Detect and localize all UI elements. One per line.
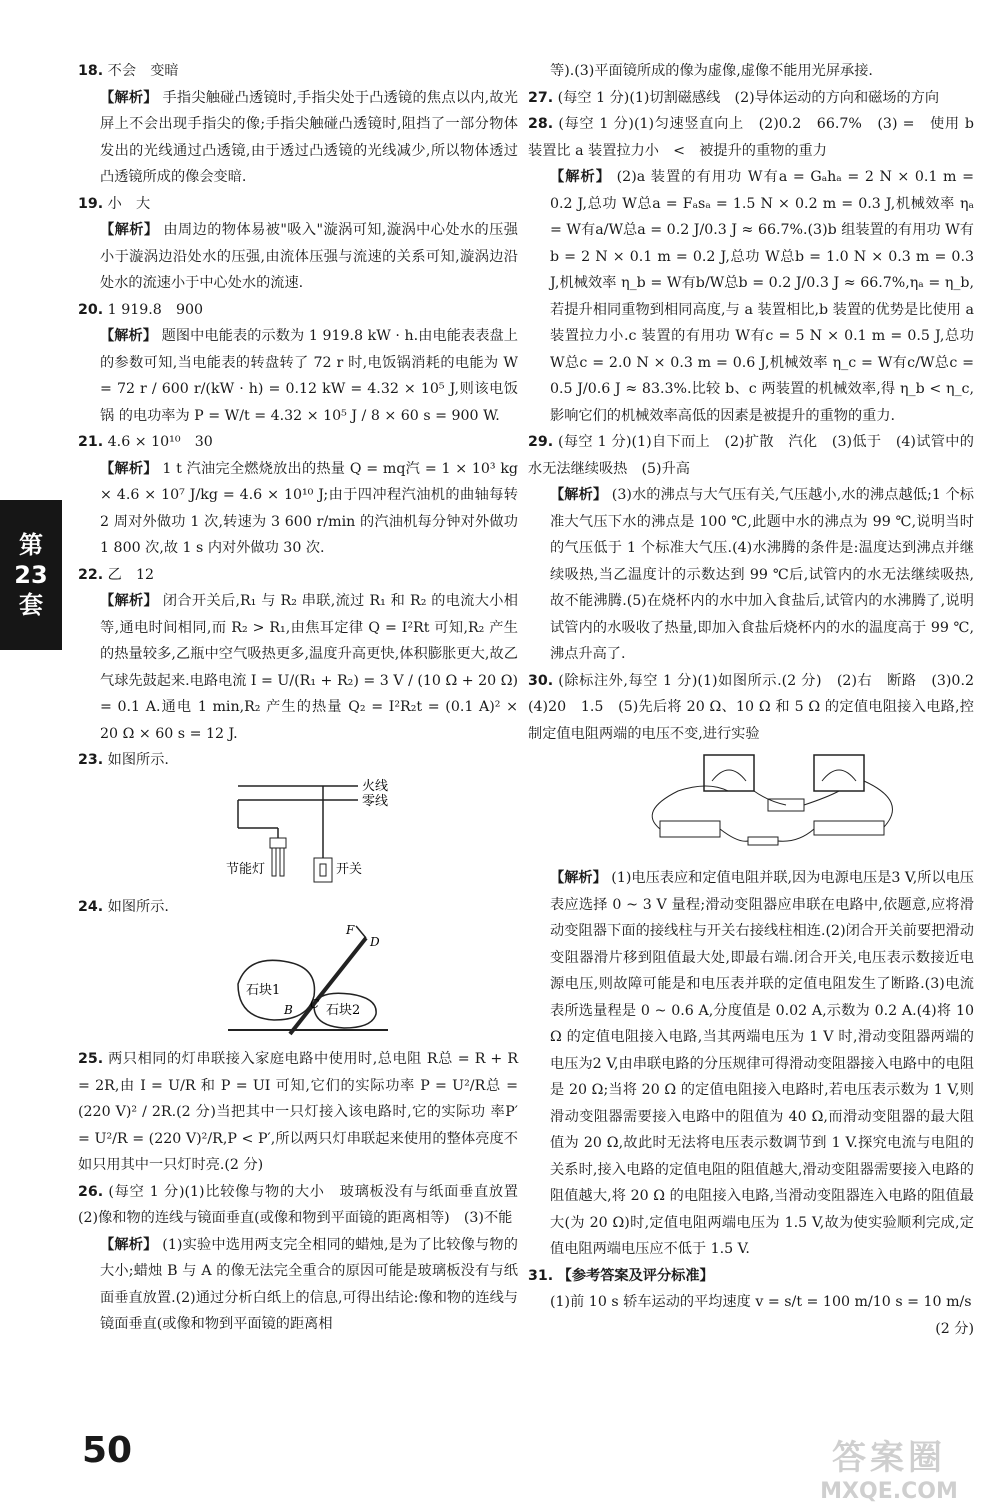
q31-text: (1)前 10 s 轿车运动的平均速度 v = s/t = 100 m/10 s = 10 m/s: [550, 1294, 972, 1310]
rock2-label: 石块2: [326, 1003, 361, 1018]
q29-answer: 29. (每空 1 分)(1)自下而上 (2)扩散 汽化 (3)低于 (4)试管中的水无法继续吸热 (5)升高: [528, 434, 974, 477]
experiment-circuit-figure: [528, 751, 974, 861]
q30-answer: 30. (除标注外,每空 1 分)(1)如图所示.(2 分) (2)右 断路 (3)0.2 (4)20 1.5 (5)先后将 20 Ω、10 Ω 和 5 Ω 的定值电阻接入电路,控制定值电阻两端的电压不变,进行实验: [528, 672, 989, 742]
voltmeter-icon: [704, 755, 754, 791]
q18-answer: 18. 不会 变暗: [78, 63, 179, 79]
rock1-label: 石块1: [246, 983, 281, 998]
watermark-line1: 答案圈: [832, 1438, 946, 1478]
circuit-diagram: [78, 778, 518, 890]
battery-icon: [660, 821, 720, 837]
section-tab: [0, 500, 62, 650]
right-column: [528, 58, 989, 1342]
q26-analysis: 【解析】 (1)实验中选用两支完全相同的蜡烛,是为了比较像与物的大小;蜡烛 B 与 A 的像无法完全重合的原因可能是玻璃板没有与纸面垂直放置.(2)通过分析白纸上的信息,可得出结论:像和物的连线与镜面垂直(或像和物到平面镜的距离相: [100, 1236, 518, 1332]
point-c-label: C: [310, 997, 320, 1011]
point-d-label: D: [370, 935, 380, 949]
page-number: 50: [82, 1430, 133, 1471]
force-arrow: [356, 926, 366, 938]
q26-answer: 26. (每空 1 分)(1)比较像与物的大小 玻璃板没有与纸面垂直放置 (2)像和物的连线与镜面垂直(或像和物到平面镜的距离相等) (3)不能: [78, 1183, 533, 1226]
force-label: F: [346, 924, 355, 937]
q31-points: (2 分): [935, 1320, 974, 1337]
section-tab-line1: 第: [19, 531, 43, 559]
q29-analysis: 【解析】 (3)水的沸点与大气压有关,气压越小,水的沸点越低;1 个标准大气压下水的沸点是 100 ℃,此题中水的沸点为 99 ℃,说明当时的气压低于 1 个标准大气压.(4)水沸腾的条件是:温度达到沸点并继续吸热,当乙温度计的示数达到 99 ℃后,试管内的水无法继续吸热,故不能沸腾.(5)在烧杯内的水中加入食盐后,试管内的水沸腾了,说明试管内的水吸收了热量,即加入食盐后烧杯内的水的温度高于 99 ℃,沸点升高了.: [550, 487, 974, 662]
q23-answer: 23. 如图所示.: [78, 752, 169, 768]
q28-answer: 28. (每空 1 分)(1)匀速竖直向上 (2)0.2 66.7% (3) = 使用 b 装置比 a 装置拉力小 < 被提升的重物的重力: [528, 116, 974, 159]
section-tab-line2: 23: [14, 561, 48, 589]
left-column: [78, 58, 533, 1338]
wire: [778, 829, 814, 841]
q20-analysis: 【解析】 题图中电能表的示数为 1 919.8 kW · h.由电能表表盘上的参数可知,当电能表的转盘转了 72 r 时,电饭锅消耗的电能为 W = 72 r / 600 r/(kW · h) = 0.12 kW = 4.32 × 10⁵ J,则该电饭锅 的电功率为 P = W/t = 4.32 × 10⁵ J / 8 × 60 s = 900 W.: [100, 328, 518, 424]
lamp-icon: [270, 838, 286, 876]
q19-analysis: 【解析】 由周边的物体易被"吸入"漩涡可知,漩涡中心处水的压强小于漩涡边沿处水的压强,由流体压强与流速的关系可知,漩涡边沿处水的流速小于中心处水的流速.: [100, 222, 518, 291]
lever-diagram: [78, 924, 518, 1042]
point-b-label: B: [284, 1003, 293, 1017]
q27-answer: 27. (每空 1 分)(1)切割磁感线 (2)导体运动的方向和磁场的方向: [528, 89, 940, 106]
q19-answer: 19. 小 大: [78, 195, 151, 212]
q30-analysis: 【解析】 (1)电压表应和定值电阻并联,因为电源电压是3 V,所以电压表应选择 0 ~ 3 V 量程;滑动变阻器应串联在电路中,依题意,应将滑动变阻器下面的接线柱与开关右接线柱相连.(2)闭合开关前要把滑动变阻器滑片移到阻值最大处,即最右端.闭合开关,电压表示数接近电源电压,则故障可能是和电压表并联的定值电阻发生了断路.(3)电流表所选量程是 0 ~ 0.6 A,分度值是 0.02 A,示数为 0.2 A.(4)将 10 Ω 的定值电阻接入电路,当其两端电压为 1 V 时,滑动变阻器两端的电压为2 V,由串联电路的分压规律可得滑动变阻器接入电路中的电阻是 20 Ω;当将 20 Ω 的定值电阻接入电路时,若电压表示数为 1 V,则滑动变阻器需要接入电路中的阻值为 40 Ω,而滑动变阻器的最大阻值为 20 Ω,故此时无法将电压表示数调节到 1 V.探究电流与电阻的关系时,接入电路的定值电阻的阻值越大,滑动变阻器需要接入电路的阻值越大,将 20 Ω 的电阻接入电路,当滑动变阻器连入电路的阻值最大(为 20 Ω)时,定值电阻两端电压为 1.5 V,故为使实验顺利完成,定值电阻两端电压应不低于 1.5 V.: [550, 870, 974, 1257]
q28-analysis: 【解析】 (2)a 装置的有用功 W有a = Gₐhₐ = 2 N × 0.1 m = 0.2 J,总功 W总a = Fₐsₐ = 1.5 N × 0.2 m = 0.3 J,机械效率 ηₐ = W有a/W总a = 0.2 J/0.3 J ≈ 66.7%.(3)b 组装置的有用功 W有b = 2 N × 0.1 m = 0.2 J,总功 W总b = 1.0 N × 0.3 m = 0.3 J,机械效率 η_b = W有b/W总b = 0.2 J/0.3 J ≈ 66.7%,ηₐ = η_b,若提升相同重物到相同高度,与 a 装置相比,b 装置的优势是比使用 a 装置拉力小.c 装置的有用功 W有c = 5 N × 0.1 m = 0.5 J,总功 W总c = 2.0 N × 0.3 m = 0.6 J,机械效率 η_c = W有c/W总c = 0.5 J/0.6 J ≈ 83.3%.比较 b、c 两装置的机械效率,得 η_b < η_c,影响它们的机械效率高低的因素是被提升的重物的重力.: [550, 169, 974, 424]
wire: [804, 791, 839, 805]
q20-answer: 20. 1 919.8 900: [78, 301, 204, 318]
section-tab-line3: 套: [19, 591, 43, 619]
wire: [720, 829, 748, 841]
watermark-line2: MXQE.COM: [820, 1479, 958, 1504]
zero-wire-label: 零线: [362, 793, 389, 809]
q21-answer: 21. 4.6 × 10¹⁰ 30: [78, 434, 213, 450]
q25-answer: 25. 两只相同的灯串联接入家庭电路中使用时,总电阻 R总 = R + R = 2R,由 I = U/R 和 P = UI 可知,它们的实际功率 P = U²/R总 = (220 V)² / 2R.(2 分)当把其中一只灯接入该电路时,它的实际功 率P′ = U²/R = (220 V)²/R,P < P′,所以两只灯串联起来使用的整体亮度不如只用其中一只灯时亮.(2 分): [78, 1051, 518, 1173]
watermark-logo: [804, 1430, 974, 1502]
wire: [864, 781, 892, 827]
ammeter-icon: [814, 755, 864, 791]
q22-answer: 22. 乙 12: [78, 566, 155, 583]
q21-analysis: 【解析】 1 t 汽油完全燃烧放出的热量 Q = mq汽 = 1 × 10³ kg × 4.6 × 10⁷ J/kg = 4.6 × 10¹⁰ J;由于四冲程汽油机的曲轴每转 2 周对外做功 1 次,转速为 3 600 r/min 的汽油机每分钟对外做功1 800 次,故 1 s 内对外做功 30 次.: [100, 460, 518, 556]
q26-continued: 等).(3)平面镜所成的像为虚像,虚像不能用光屏承接.: [550, 63, 873, 79]
q22-analysis: 【解析】 闭合开关后,R₁ 与 R₂ 串联,流过 R₁ 和 R₂ 的电流大小相等,通电时间相同,而 R₂ > R₁,由焦耳定律 Q = I²Rt 可知,R₂ 产生的热量较多,乙瓶中空气吸热更多,温度升高更快,体积膨胀更大,故乙气球先鼓起来.电路电流 I = U/(R₁ + R₂) = 3 V / (10 Ω + 20 Ω) = 0.1 A.通电 1 min,R₂ 产生的热量 Q₂ = I²R₂t = (0.1 A)² × 20 Ω × 60 s = 12 J.: [100, 593, 518, 742]
switch-icon: [748, 837, 778, 845]
q18-analysis: 【解析】 手指尖触碰凸透镜时,手指尖处于凸透镜的焦点以内,故光屏上不会出现手指尖的像;手指尖触碰凸透镜时,阻挡了一部分物体发出的光线通过凸透镜,由于透过凸透镜的光线减少,所以物体透过凸透镜所成的像会变暗.: [100, 89, 518, 185]
lamp-label: 节能灯: [226, 861, 266, 877]
q24-answer: 24. 如图所示.: [78, 898, 169, 915]
q31-header: 31. 【参考答案及评分标准】: [528, 1267, 714, 1284]
fire-wire-label: 火线: [362, 778, 389, 794]
switch-icon: [314, 858, 332, 882]
switch-label: 开关: [336, 861, 363, 877]
rheostat-icon: [814, 821, 884, 835]
